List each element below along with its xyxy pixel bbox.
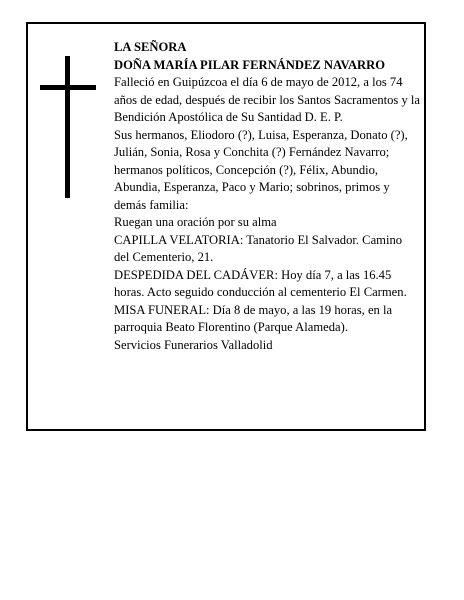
family-list: Sus hermanos, Eliodoro (?), Luisa, Esperanza, Donato (?), Julián, Sonia, Rosa y Conchita (?) Fernández Navarro; hermanos políticos, Concepción (?), Félix, Abundio, Abundia, Esperanza, Paco y Mario; sobrinos, primos y demás familia:: [114, 127, 408, 212]
funeral-services-provider: Servicios Funerarios Valladolid: [114, 337, 273, 352]
farewell-info: DESPEDIDA DEL CADÁVER: Hoy día 7, a las 16.45 horas. Acto seguido conducción al cementerio El Carmen.: [114, 267, 407, 299]
cross-vertical-bar: [65, 56, 70, 198]
funeral-mass-info: MISA FUNERAL: Día 8 de mayo, a las 19 horas, en la parroquia Beato Florentino (Parque Alameda).: [114, 302, 393, 334]
death-announcement: Falleció en Guipúzcoa el día 6 de mayo de 2012, a los 74 años de edad, después de recibir los Santos Sacramentos y la Bendición Apostólica de Su Santidad D. E. P.: [114, 75, 421, 124]
cross-horizontal-bar: [40, 85, 96, 90]
cross-icon: [40, 56, 96, 198]
obituary-notice: [26, 22, 426, 431]
prayer-request: Ruegan una oración por su alma: [114, 215, 277, 229]
deceased-name: DOÑA MARÍA PILAR FERNÁNDEZ NAVARRO: [114, 57, 386, 72]
chapel-info: CAPILLA VELATORIA: Tanatorio El Salvador. Camino del Cementerio, 21.: [114, 232, 403, 264]
notice-title: LA SEÑORA: [114, 40, 187, 54]
notice-text: [114, 39, 420, 354]
